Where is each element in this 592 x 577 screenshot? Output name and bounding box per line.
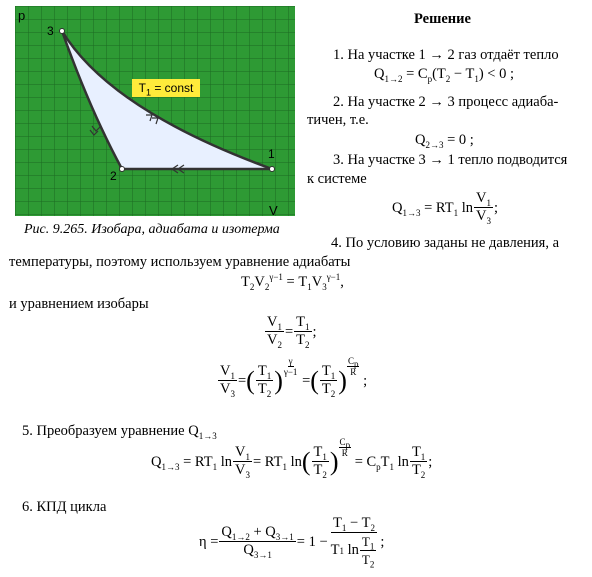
point-2-marker — [120, 167, 125, 172]
grid-background — [15, 6, 295, 216]
step3-text-a: 3. На участке 3 → 1 тепло подводится — [333, 152, 568, 168]
isotherm-label-box — [132, 79, 200, 97]
step4-text-c: и уравнением изобары — [9, 296, 149, 312]
step6-formula: η = $\frac{Q_{1\to 2} + Q_{3\to 1}}{Q_{3\to 1}}$ = 1 − $T_1 - T_2$ T 1 ln $\frac{T_1}{T_2}$ ; — [199, 515, 385, 570]
step2-formula: $Q_{2\to 3} = 0$ ; — [415, 132, 474, 150]
step6-text: 6. КПД цикла — [22, 499, 107, 515]
step5-formula: $Q_{1\to 3} = RT_1$ ln $\frac{V_1}{V_3}$ = $RT_1$ ln ( $\frac{T_1}{T_2}$ ) $\frac{C_p}{R}$ = $C_pT_1$ ln $\frac{T_1}{T_2}$ ; — [151, 437, 433, 480]
axis-p-label: p — [18, 8, 26, 23]
point-1-marker — [270, 167, 275, 172]
step4-text-b: температуры, поэтому используем уравнение адиабаты — [9, 254, 351, 270]
step4-formula-ratio: $\frac{V_1}{V_3}$ = ( $\frac{T_1}{T_2}$ ) $\frac{\gamma}{\gamma-1}$ = ( $\frac{T_1}{T_2}$ ) $C_p$ R ; — [220, 356, 368, 399]
point-3-label: 3 — [47, 24, 54, 38]
step4-text-a: 4. По условию заданы не давления, а — [331, 235, 560, 251]
solution-heading: Решение — [414, 11, 471, 27]
step1-formula: $Q_{1\to 2} = C_p(T_2 - T_1) < 0$ ; — [374, 66, 514, 84]
step2-text-b: тичен, т.е. — [307, 112, 369, 128]
pv-diagram — [0, 0, 296, 222]
step1-text: 1. На участке 1 → 2 газ отдаёт тепло — [333, 47, 559, 63]
point-2-label: 2 — [110, 169, 117, 183]
axis-v-label: V — [269, 203, 278, 218]
step3-formula: $Q_{1\to 3} = RT_1$ ln $\frac{V_1}{V_3}$ ; — [392, 190, 498, 226]
step4-formula-isobar: $\frac{V_1}{V_2}$ = $\frac{T_1}{T_2}$ ; — [267, 314, 317, 350]
point-3-marker — [60, 29, 65, 34]
step3-text-b: к системе — [307, 171, 367, 187]
point-1-label: 1 — [268, 147, 275, 161]
isotherm-label: $T_1$ = const — [138, 81, 194, 98]
step4-formula-adiabat: $T_2V_2^{\gamma-1} = T_1V_3^{\gamma-1}$, — [241, 272, 344, 292]
step5-text: 5. Преобразуем уравнение $Q_{1\to 3}$ — [22, 423, 217, 441]
figure-caption: Рис. 9.265. Изобара, адиабата и изотерма — [24, 222, 280, 237]
step2-text-a: 2. На участке 2 → 3 процесс адиаба- — [333, 94, 559, 110]
figure — [0, 0, 296, 240]
